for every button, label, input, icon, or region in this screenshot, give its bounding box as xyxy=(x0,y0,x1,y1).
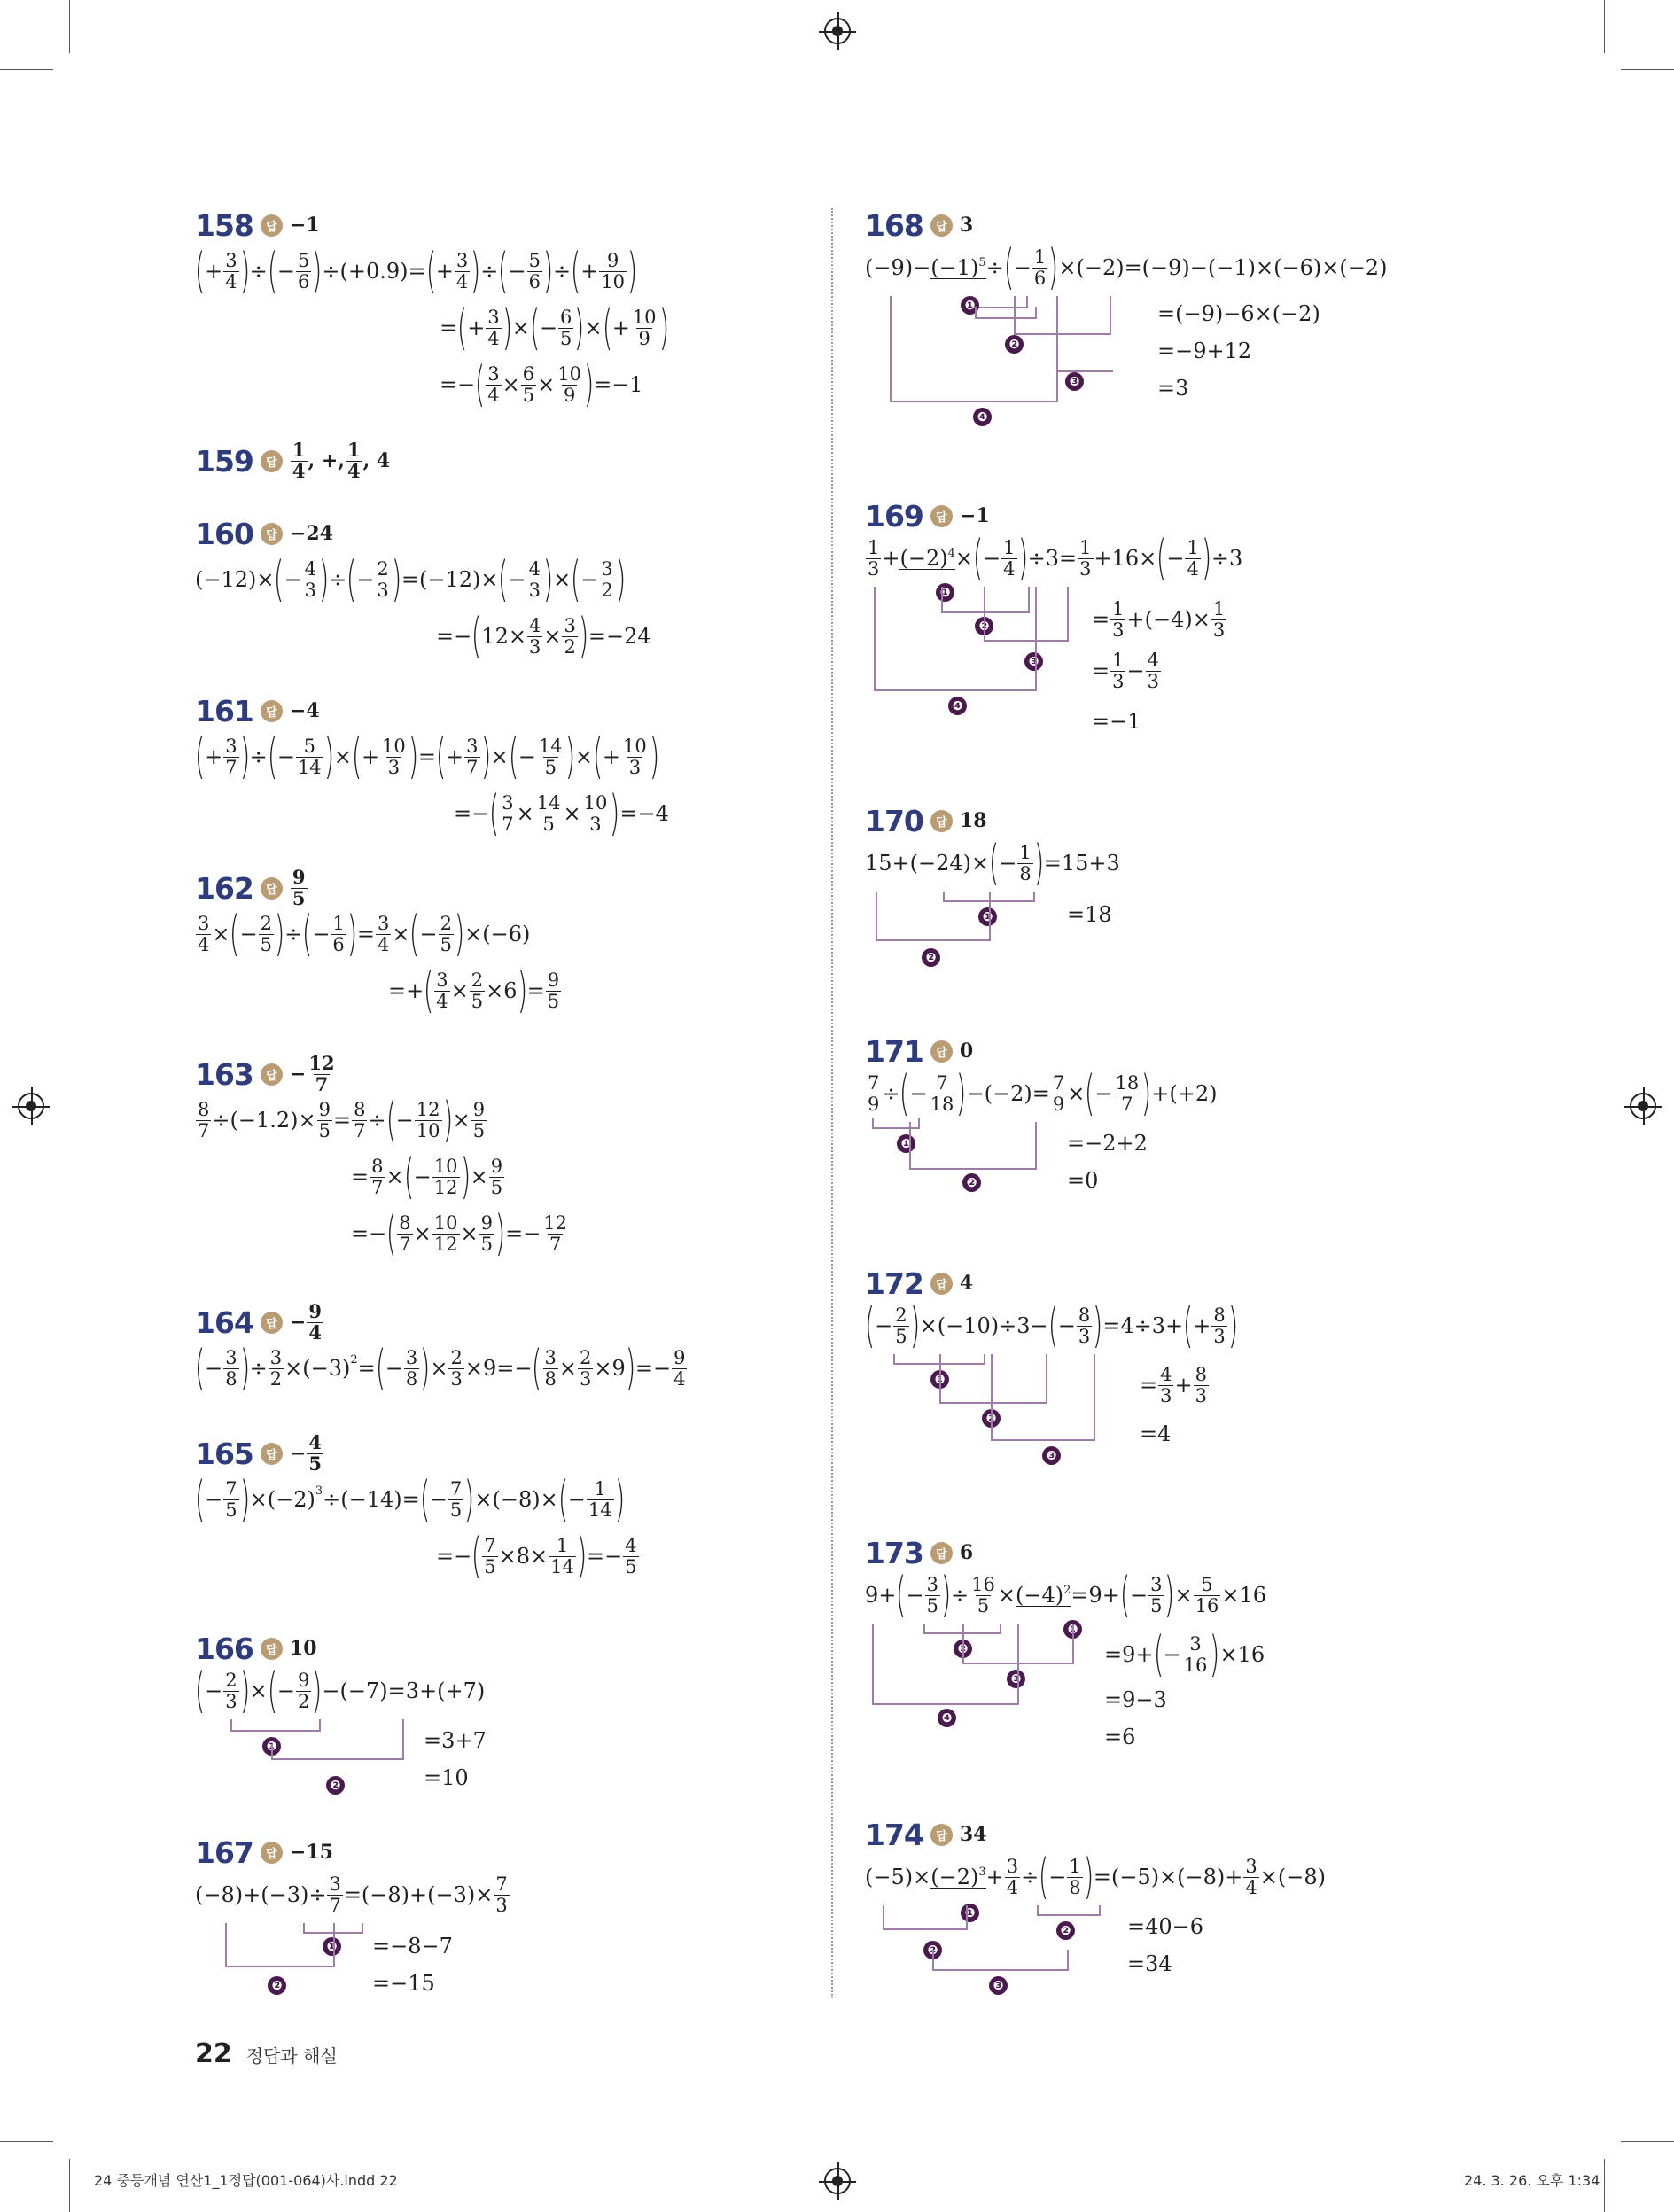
registration-mark-icon xyxy=(1630,1093,1656,1119)
step-bracket xyxy=(991,1354,1095,1441)
solution-line: =3+7 xyxy=(424,1728,487,1753)
registration-mark-icon xyxy=(824,2168,851,2194)
answer: −15 xyxy=(289,1841,333,1864)
problem-167 xyxy=(195,1834,567,2012)
answer-badge: 답 xyxy=(261,1638,283,1660)
solution-line: ( − 2 5 ) ×(−10)÷3− ( − 8 3 ) =4÷3+ ( + 8 3 ) xyxy=(864,1297,1239,1354)
step-bracket xyxy=(271,1719,404,1760)
problem-number: 170 xyxy=(865,803,923,838)
answer: 34 xyxy=(959,1823,987,1846)
answer: − $\frac{9}{4}$ xyxy=(289,1300,322,1344)
solution-line: =−1 xyxy=(1092,709,1141,734)
answer: 3 xyxy=(959,214,974,237)
problem-number: 171 xyxy=(865,1033,923,1069)
answer-badge: 답 xyxy=(930,1273,953,1295)
answer: −24 xyxy=(289,522,333,545)
step-marker-1: ❶ xyxy=(961,296,979,315)
problem-number: 165 xyxy=(195,1436,253,1471)
problem-number: 158 xyxy=(195,207,253,243)
step-marker-2: ❷ xyxy=(962,1173,981,1192)
step-bracket xyxy=(225,1923,335,1967)
step-marker-3: ❸ xyxy=(1065,372,1084,391)
answer-badge: 답 xyxy=(261,700,283,722)
solution-line: =4 xyxy=(1140,1421,1172,1446)
solution-line: 8 7 ÷(−1.2)× 9 5 = 8 7 ÷ ( − 12 10 ) × 9 5 xyxy=(198,1092,486,1149)
problem-160 xyxy=(195,516,651,665)
problem-number: 161 xyxy=(195,693,253,728)
step-marker-1: ❶ xyxy=(1063,1620,1082,1639)
answer-badge: 답 xyxy=(930,1040,953,1063)
problem-162 xyxy=(195,866,562,1019)
problem-164 xyxy=(194,1300,688,1397)
answer-badge: 답 xyxy=(261,1312,283,1334)
solution-line: 9+ ( − 3 5 ) ÷ 16 5 × $(-4)^2$ =9+ ( − 3 5 ) × 5 16 ×16 xyxy=(865,1567,1267,1624)
step-marker-3: ❸ xyxy=(1007,1670,1025,1688)
answer-badge: 답 xyxy=(261,877,283,900)
solution-line: =−15 xyxy=(372,1971,435,1996)
step-marker-2: ❷ xyxy=(1005,335,1024,354)
crop-mark xyxy=(1621,69,1674,70)
step-marker-1: ❶ xyxy=(978,907,997,926)
step-marker-2: ❷ xyxy=(326,1776,345,1795)
step-marker-3: ❸ xyxy=(1042,1446,1061,1465)
answer: 18 xyxy=(959,809,987,832)
step-bracket xyxy=(876,892,991,941)
solution-line: (−9)− $(-1)^5$ ÷ ( − 1 6 ) ×(−2)=(−9)−(−1)×(−6)×(−2) xyxy=(865,239,1388,296)
answer: −1 xyxy=(959,504,990,527)
problem-number: 160 xyxy=(195,516,253,551)
problem-number: 163 xyxy=(195,1056,253,1092)
step-marker-2: ❷ xyxy=(922,948,940,967)
print-slug-date: 24. 3. 26. 오후 1:34 xyxy=(1464,2172,1600,2189)
answer: − $\frac{12}{7}$ xyxy=(289,1052,335,1095)
solution-line: =34 xyxy=(1127,1951,1172,1976)
crop-mark xyxy=(69,0,70,53)
problem-number: 173 xyxy=(865,1535,923,1570)
step-bracket xyxy=(271,1744,274,1760)
solution-line: 3 4 × ( − 2 5 ) ÷ ( − 1 6 ) = 3 4 × ( − 2 5 ) ×(−6) xyxy=(198,906,531,962)
step-bracket xyxy=(874,587,1037,691)
answer: 10 xyxy=(289,1637,317,1660)
problem-158 xyxy=(195,207,669,413)
problem-170 xyxy=(865,803,1485,980)
solution-line: =− ( 8 7 × 10 12 × 9 5 ) =− 12 7 xyxy=(351,1205,568,1262)
step-marker-2: ❷ xyxy=(975,617,993,635)
step-marker-1: ❶ xyxy=(936,583,954,602)
step-marker-2: ❷ xyxy=(1056,1921,1075,1940)
solution-line: =−8−7 xyxy=(372,1934,453,1959)
step-marker-1: ❶ xyxy=(262,1737,281,1756)
answer-badge: 답 xyxy=(930,505,953,527)
answer: −1 xyxy=(289,214,320,237)
problem-number: 166 xyxy=(195,1631,253,1666)
solution-line: = ( + 3 4 ) × ( − 6 5 ) × ( + 10 9 ) xyxy=(440,300,669,356)
solution-line: =− ( 12× 4 3 × 3 2 ) =−24 xyxy=(436,608,651,665)
problem-161 xyxy=(195,693,669,842)
problem-172 xyxy=(865,1266,1485,1478)
step-bracket xyxy=(872,1624,1019,1705)
solution-line: =9−3 xyxy=(1104,1687,1167,1712)
crop-mark xyxy=(1604,2159,1605,2212)
registration-mark-icon xyxy=(18,1093,44,1119)
solution-line: ( + 3 7 ) ÷ ( − 5 14 ) × ( + 10 3 ) = ( + 3 7 ) × ( − 14 5 ) × ( + 10 3 ) xyxy=(194,728,660,785)
step-bracket xyxy=(1037,1905,1101,1916)
answer-badge: 답 xyxy=(261,1443,283,1465)
solution-line: =0 xyxy=(1067,1168,1099,1193)
solution-line: =10 xyxy=(424,1765,469,1790)
solution-line: =40−6 xyxy=(1127,1914,1204,1939)
solution-line: 15+(−24)× ( − 1 8 ) =15+3 xyxy=(865,835,1120,892)
solution-line: 7 9 ÷ ( − 7 18 ) −(−2)= 7 9 × ( − 18 7 ) +(+2) xyxy=(868,1065,1218,1122)
problem-number: 169 xyxy=(865,498,923,534)
problem-168 xyxy=(865,207,1485,438)
solution-line: ( − 2 3 ) × ( − 9 2 ) −(−7)=3+(+7) xyxy=(194,1663,486,1719)
step-marker-2: ❷ xyxy=(268,1976,286,1995)
answer: − $\frac{4}{5}$ xyxy=(289,1431,322,1475)
problem-number: 167 xyxy=(195,1834,253,1870)
solution-line: =− ( 3 7 × 14 5 × 10 3 ) =−4 xyxy=(454,785,669,842)
column-divider xyxy=(831,208,833,1998)
registration-mark-icon xyxy=(824,18,851,44)
problem-number: 162 xyxy=(195,870,253,906)
answer-badge: 답 xyxy=(261,214,283,237)
problem-number: 174 xyxy=(865,1817,923,1852)
solution-line: =9+ ( − 3 16 ) ×16 xyxy=(1104,1626,1265,1683)
solution-line: = 1 3 +(−4)× 1 3 xyxy=(1092,598,1226,641)
answer: 0 xyxy=(959,1040,974,1063)
solution-line: = 1 3 − 4 3 xyxy=(1092,650,1159,692)
crop-mark xyxy=(1621,2141,1674,2142)
crop-mark xyxy=(1604,0,1605,53)
problem-number: 168 xyxy=(865,207,923,243)
problem-171 xyxy=(865,1033,1485,1211)
problem-174 xyxy=(865,1817,1485,2012)
solution-line: =(−9)−6×(−2) xyxy=(1157,301,1320,326)
solution-line: 1 3 + $(-2)^4$ × ( − 1 4 ) ÷3= 1 3 +16× ( − 1 4 ) ÷3 xyxy=(868,530,1243,587)
answer: −4 xyxy=(289,699,320,722)
step-marker-1: ❶ xyxy=(961,1904,979,1922)
solution-line: = 8 7 × ( − 10 12 ) × 9 5 xyxy=(351,1149,503,1205)
answer: 1 4 , +, 1 4 , 4 xyxy=(292,439,391,482)
solution-line: =6 xyxy=(1104,1725,1136,1749)
problem-163 xyxy=(195,1052,570,1262)
answer: 9 5 xyxy=(292,866,306,909)
answer-badge: 답 xyxy=(261,1842,283,1864)
problem-173 xyxy=(865,1535,1485,1756)
step-marker-1: ❶ xyxy=(930,1370,949,1389)
problem-number: 159 xyxy=(195,443,253,479)
step-marker-2: ❷ xyxy=(982,1409,1001,1428)
crop-mark xyxy=(0,2141,53,2142)
answer-badge: 답 xyxy=(930,1824,953,1846)
solution-line: ( − 3 8 ) ÷ 3 2 ×(−3) 2 = ( − 3 8 ) × 2 3 ×9=− ( 3 8 × 2 3 ×9 ) =− 9 4 xyxy=(194,1340,686,1397)
solution-line: =+ ( 3 4 × 2 5 ×6 ) = 9 5 xyxy=(388,962,560,1019)
page-section-title: 정답과 해설 xyxy=(245,2045,338,2067)
step-marker-1: ❶ xyxy=(323,1937,341,1956)
step-bracket xyxy=(1056,296,1113,372)
page-number: 22 xyxy=(195,2038,232,2069)
step-marker-4: ❹ xyxy=(948,697,967,715)
step-marker-2: ❷ xyxy=(923,1941,942,1959)
crop-mark xyxy=(69,2159,70,2212)
problem-166 xyxy=(195,1631,567,1808)
problem-159 xyxy=(195,439,391,482)
crop-mark xyxy=(0,69,53,70)
step-marker-2: ❷ xyxy=(954,1640,972,1658)
problem-number: 164 xyxy=(195,1305,253,1340)
step-bracket xyxy=(890,296,1058,402)
problem-number: 172 xyxy=(865,1266,923,1301)
answer: 4 xyxy=(959,1272,974,1295)
solution-line: (−8)+(−3)÷ 3 7 =(−8)+(−3)× 7 3 xyxy=(195,1873,508,1916)
solution-line: =18 xyxy=(1067,902,1112,927)
solution-line: =3 xyxy=(1157,376,1189,401)
answer-badge: 답 xyxy=(261,1063,283,1086)
solution-line: = 4 3 + 8 3 xyxy=(1140,1364,1207,1406)
problem-169 xyxy=(865,498,1485,755)
print-slug-file: 24 중등개념 연산1_1정답(001-064)사.indd 22 xyxy=(94,2172,398,2189)
answer-badge: 답 xyxy=(930,214,953,237)
solution-line: =−9+12 xyxy=(1157,339,1252,363)
solution-line: ( − 7 5 ) ×(−2) 3 ÷(−14)= ( − 7 5 ) ×(−8)× ( − 1 14 ) xyxy=(194,1471,625,1528)
solution-line: (−12)× ( − 4 3 ) ÷ ( − 2 3 ) =(−12)× ( − 4 3 ) × ( − 3 2 ) xyxy=(195,551,627,608)
answer-badge: 답 xyxy=(261,450,283,472)
step-bracket xyxy=(932,1950,1069,1971)
answer-badge: 답 xyxy=(930,810,953,832)
answer-badge: 답 xyxy=(930,1542,953,1564)
step-marker-4: ❹ xyxy=(973,408,992,426)
step-marker-3: ❸ xyxy=(989,1976,1008,1995)
solution-line: (−5)× $(-2)^3$ + 3 4 ÷ ( − 1 8 ) =(−5)×(−8)+ 3 4 ×(−8) xyxy=(865,1849,1326,1905)
page-footer xyxy=(195,2038,338,2069)
step-bracket xyxy=(883,1905,968,1930)
problem-165 xyxy=(194,1431,640,1585)
solution-line: =−2+2 xyxy=(1067,1131,1148,1156)
answer-badge: 답 xyxy=(261,523,283,545)
step-bracket xyxy=(909,1122,1037,1170)
solution-line: =− ( 7 5 ×8× 1 14 ) =− 4 5 xyxy=(436,1528,637,1585)
solution-line: ( + 3 4 ) ÷ ( − 5 6 ) ÷(+0.9)= ( + 3 4 ) ÷ ( − 5 6 ) ÷ ( + 9 10 ) xyxy=(194,243,638,300)
step-marker-3: ❸ xyxy=(1024,652,1043,671)
solution-line: =− ( 3 4 × 6 5 × 10 9 ) =−1 xyxy=(440,356,643,413)
step-marker-1: ❶ xyxy=(897,1134,915,1153)
step-marker-4: ❹ xyxy=(938,1709,956,1727)
answer: 6 xyxy=(959,1541,974,1564)
